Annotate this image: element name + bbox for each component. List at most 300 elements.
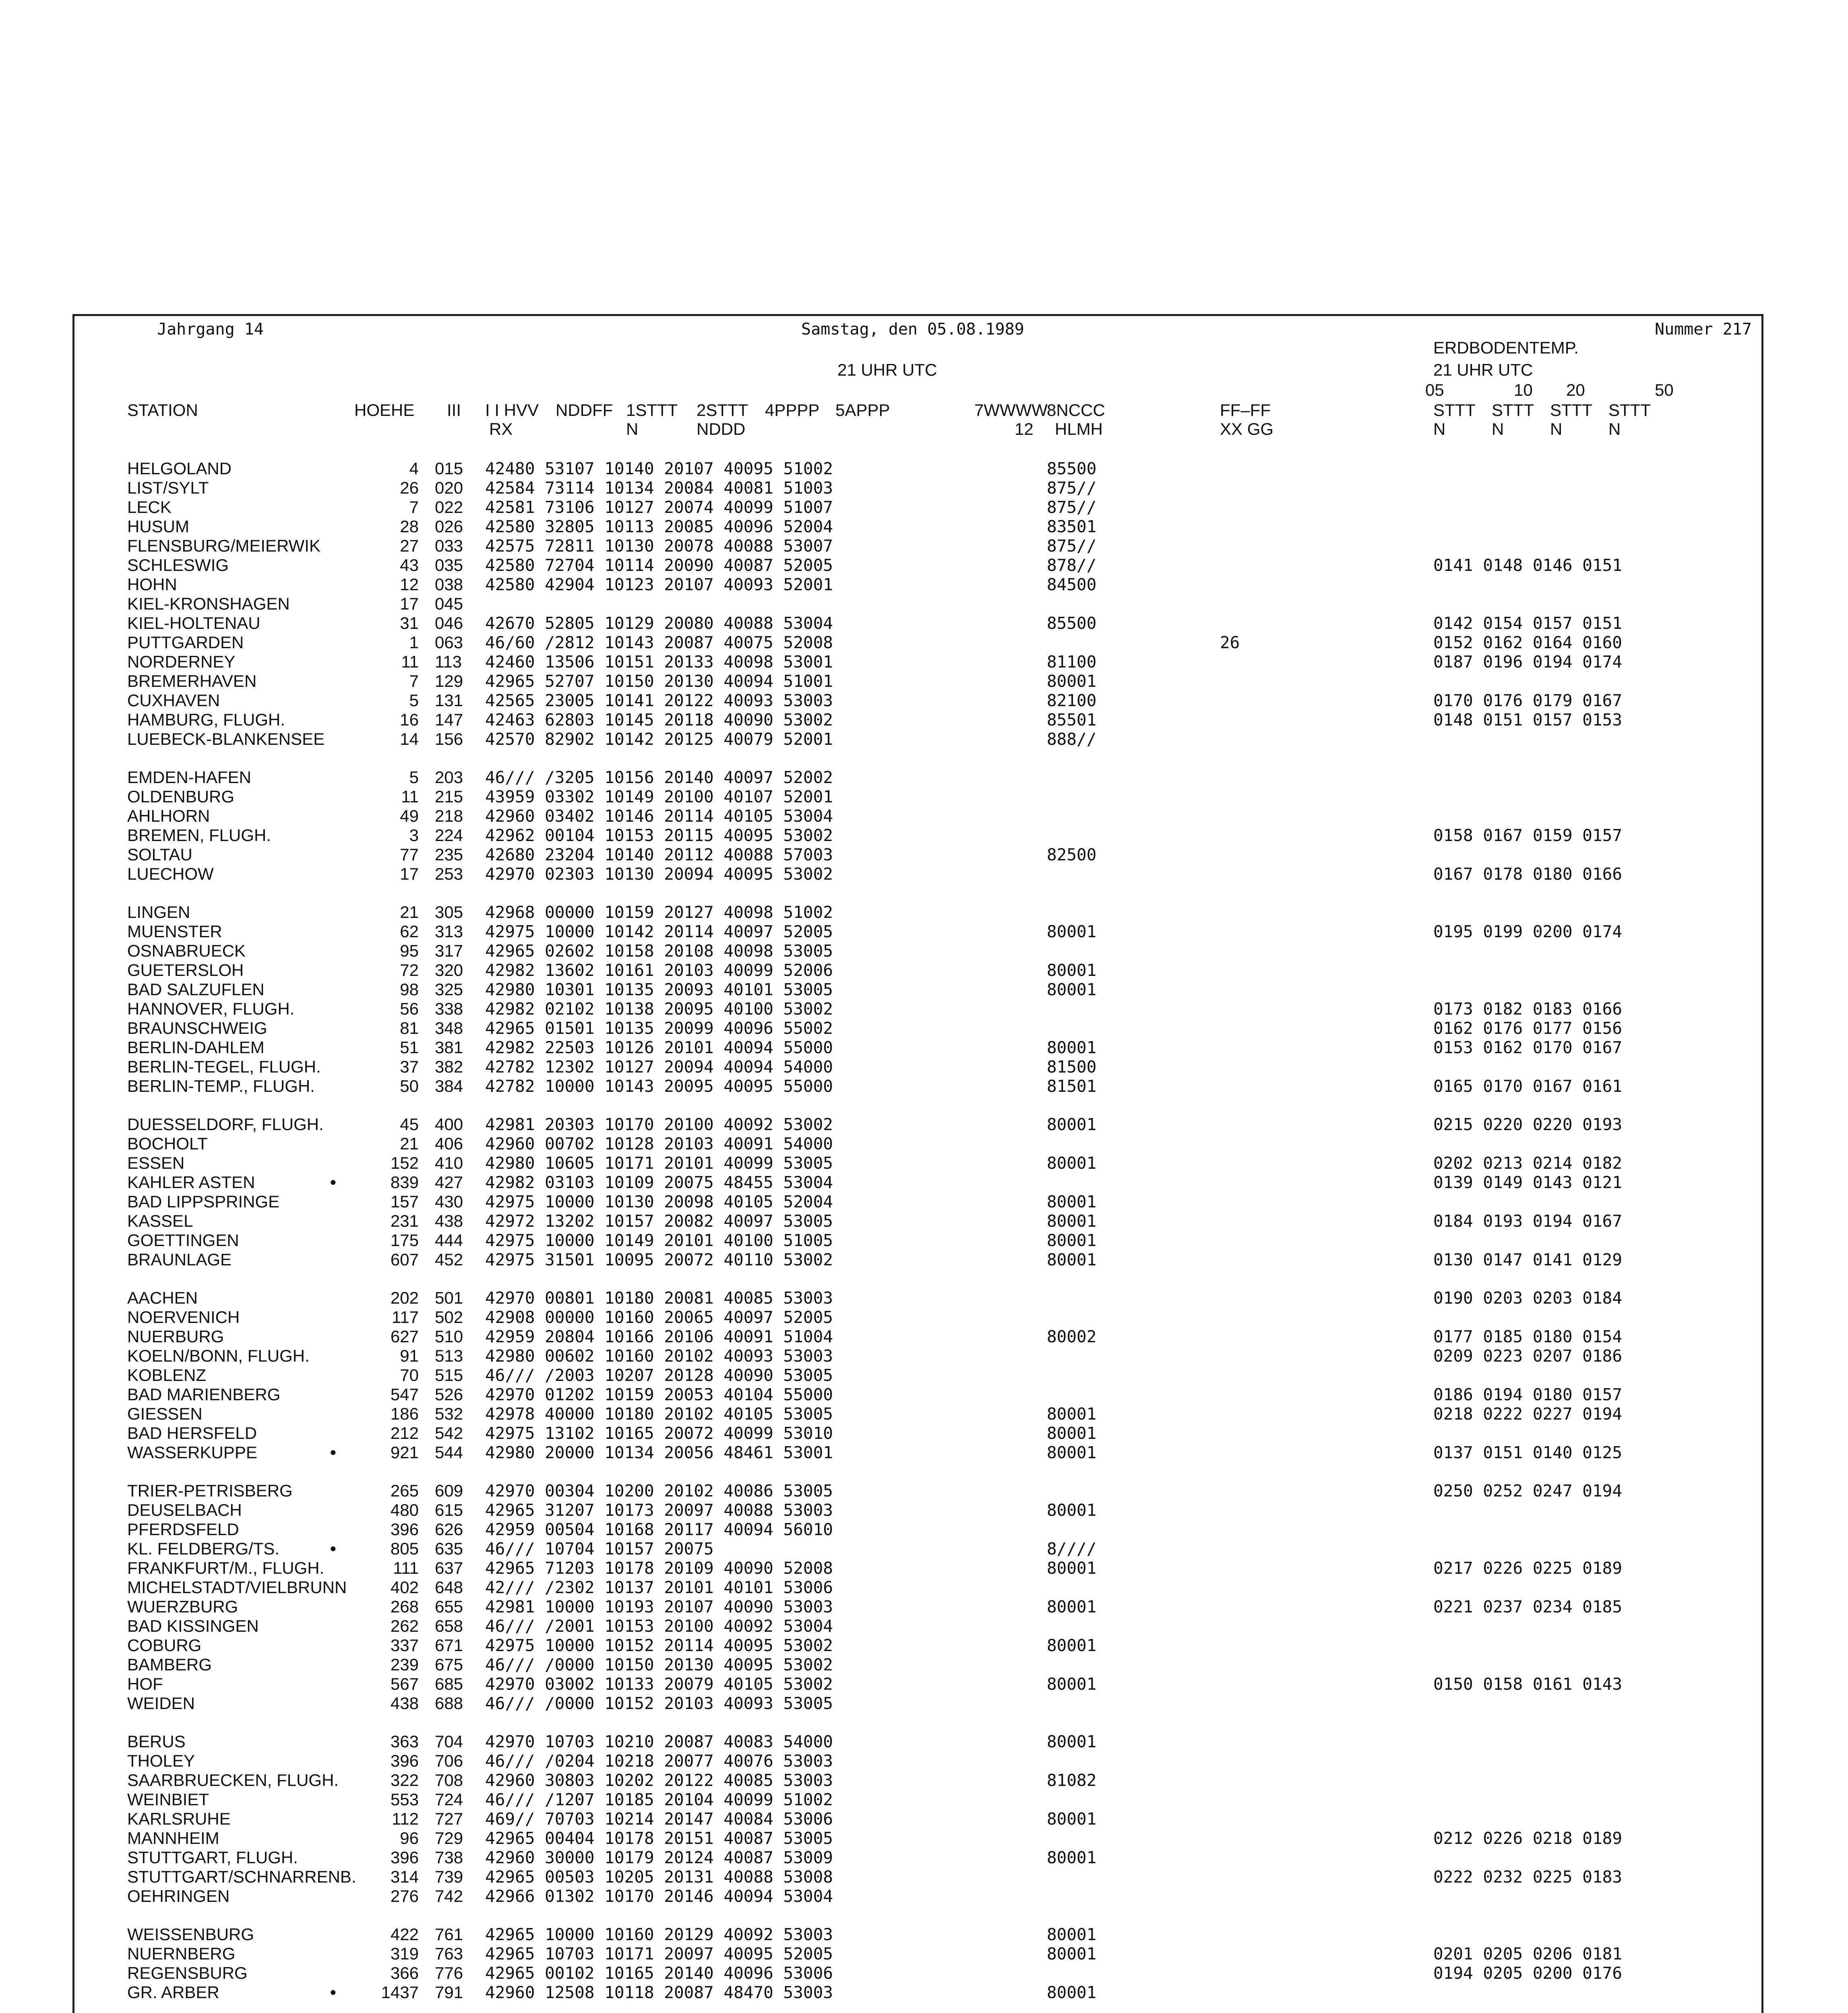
station-id: 400 — [435, 1115, 463, 1134]
synop-groups: 42965 71203 10178 20109 40090 52008 — [485, 1558, 833, 1578]
station-name: BERUS — [127, 1732, 186, 1751]
station-id: 544 — [435, 1443, 463, 1462]
station-id: 046 — [435, 614, 463, 632]
soil-20-subheader: N — [1550, 420, 1563, 438]
station-id: 648 — [435, 1578, 463, 1597]
station-id: 444 — [435, 1231, 463, 1250]
synop-groups: 42968 00000 10159 20127 40098 51002 — [485, 903, 833, 922]
table-row — [0, 575, 1812, 594]
table-row — [0, 730, 1812, 749]
station-height: 77 — [400, 845, 419, 864]
station-name: LUECHOW — [127, 864, 214, 883]
soil-temperatures: 0201 0205 0206 0181 — [1433, 1944, 1622, 1963]
station-name: AACHEN — [127, 1288, 198, 1307]
table-row — [0, 806, 1812, 826]
station-id: 224 — [435, 826, 463, 845]
cloud-group: 80001 — [1047, 980, 1097, 999]
station-height: 438 — [390, 1694, 419, 1713]
station-id: 305 — [435, 903, 463, 922]
station-height: 26 — [400, 478, 419, 497]
station-height: 1437 — [381, 1983, 419, 2002]
station-height: 7 — [409, 672, 419, 690]
station-id: 742 — [435, 1887, 463, 1906]
station-height: 319 — [390, 1944, 419, 1963]
cloud-group: 80001 — [1047, 1443, 1097, 1462]
cloud-group-header: 8NCCC — [1047, 401, 1105, 420]
station-name: WEINBIET — [127, 1790, 209, 1809]
station-height: 265 — [390, 1481, 419, 1500]
station-id: 609 — [435, 1481, 463, 1500]
station-id-column-header: III — [447, 401, 461, 420]
soil-temperatures: 0212 0226 0218 0189 — [1433, 1829, 1622, 1848]
station-height: 152 — [390, 1153, 419, 1172]
synop-groups: 42965 10703 10171 20097 40095 52005 — [485, 1944, 833, 1963]
station-id: 655 — [435, 1597, 463, 1616]
station-id: 704 — [435, 1732, 463, 1751]
main-time-label: 21 UHR UTC — [837, 360, 937, 379]
station-height: 11 — [401, 787, 419, 806]
table-row — [0, 826, 1812, 845]
station-height: 14 — [400, 730, 419, 748]
station-id: 542 — [435, 1424, 463, 1443]
table-row — [0, 1944, 1812, 1963]
table-row — [0, 1694, 1812, 1713]
table-row — [0, 1983, 1812, 2002]
table-row — [0, 1481, 1812, 1500]
group-6-header: 5APPP — [835, 401, 890, 420]
station-name: WUERZBURG — [127, 1597, 238, 1616]
station-height: 322 — [390, 1771, 419, 1790]
table-row — [0, 1385, 1812, 1404]
soil-temperatures: 0218 0222 0227 0194 — [1433, 1404, 1622, 1424]
station-id: 317 — [435, 941, 463, 960]
group-4-subheader: NDDD — [697, 420, 746, 438]
station-id: 156 — [435, 730, 463, 748]
synop-groups: 42982 03103 10109 20075 48455 53004 — [485, 1173, 833, 1192]
cloud-group: 8//// — [1047, 1539, 1097, 1558]
table-row — [0, 1616, 1812, 1636]
station-id: 724 — [435, 1790, 463, 1809]
table-row — [0, 1539, 1812, 1558]
station-name: TRIER-PETRISBERG — [127, 1481, 293, 1500]
station-id: 218 — [435, 806, 463, 825]
station-id: 325 — [435, 980, 463, 999]
station-height: 422 — [390, 1925, 419, 1944]
soil-temperatures: 0215 0220 0220 0193 — [1433, 1115, 1622, 1134]
table-row — [0, 980, 1812, 999]
station-name: STUTTGART/SCHNARRENB. — [127, 1867, 356, 1886]
depth-10-header: 10 — [1514, 380, 1533, 399]
synop-groups: 42570 82902 10142 20125 40079 52001 — [485, 730, 833, 749]
table-row — [0, 1674, 1812, 1694]
station-height: 202 — [390, 1288, 419, 1307]
synop-groups: 43959 03302 10149 20100 40107 52001 — [485, 787, 833, 806]
station-id: 532 — [435, 1404, 463, 1423]
station-id: 738 — [435, 1848, 463, 1867]
station-id: 635 — [435, 1539, 463, 1558]
synop-groups: 42981 20303 10170 20100 40092 53002 — [485, 1115, 833, 1134]
station-name: GUETERSLOH — [127, 961, 244, 980]
station-id: 410 — [435, 1153, 463, 1172]
station-id: 502 — [435, 1308, 463, 1327]
cloud-group: 80001 — [1047, 1925, 1097, 1944]
station-height: 276 — [390, 1887, 419, 1906]
station-height: 396 — [390, 1520, 419, 1539]
synop-groups: 42575 72811 10130 20078 40088 53007 — [485, 536, 833, 556]
soil-temperatures: 0165 0170 0167 0161 — [1433, 1077, 1622, 1096]
table-row — [0, 1153, 1812, 1173]
soil-temperatures: 0141 0148 0146 0151 — [1433, 556, 1622, 575]
station-id: 113 — [435, 652, 462, 671]
station-id: 045 — [435, 594, 463, 613]
synop-groups: 42975 10000 10152 20114 40095 53002 — [485, 1636, 833, 1655]
soil-temperatures: 0152 0162 0164 0160 — [1433, 633, 1622, 652]
station-id: 384 — [435, 1077, 463, 1095]
table-row — [0, 1848, 1812, 1867]
weather-group-subheader: 12 — [1015, 420, 1034, 438]
soil-temperatures: 0187 0196 0194 0174 — [1433, 652, 1622, 672]
synop-groups: 42975 10000 10130 20098 40105 52004 — [485, 1192, 833, 1211]
cloud-group: 82100 — [1047, 691, 1097, 710]
table-row — [0, 1887, 1812, 1906]
synop-groups: 42982 22503 10126 20101 40094 55000 — [485, 1038, 833, 1057]
station-id: 026 — [435, 517, 463, 536]
synop-groups: 42981 10000 10193 20107 40090 53003 — [485, 1597, 833, 1616]
station-name: MANNHEIM — [127, 1829, 219, 1848]
table-row — [0, 1366, 1812, 1385]
station-height: 49 — [400, 806, 419, 825]
station-name: GOETTINGEN — [127, 1231, 239, 1250]
synop-groups: 42565 23005 10141 20122 40093 53003 — [485, 691, 833, 710]
synop-groups: 42972 13202 10157 20082 40097 53005 — [485, 1211, 833, 1231]
cloud-group: 80001 — [1047, 961, 1097, 980]
table-row — [0, 556, 1812, 575]
station-height: 62 — [400, 922, 419, 941]
synop-groups: 42966 01302 10170 20146 40094 53004 — [485, 1887, 833, 1906]
station-name: NORDERNEY — [127, 652, 236, 671]
station-height: 37 — [400, 1057, 419, 1076]
table-row — [0, 1211, 1812, 1231]
station-id: 501 — [435, 1288, 463, 1307]
cloud-group: 85500 — [1047, 614, 1097, 633]
station-height: 396 — [390, 1848, 419, 1867]
table-row — [0, 478, 1812, 498]
table-row — [0, 999, 1812, 1019]
synop-groups: 42975 10000 10149 20101 40100 51005 — [485, 1231, 833, 1250]
synop-groups: 42960 00702 10128 20103 40091 54000 — [485, 1134, 833, 1153]
synop-groups: 42965 02602 10158 20108 40098 53005 — [485, 941, 833, 961]
station-height: 607 — [390, 1250, 419, 1269]
synop-groups: 42960 30803 10202 20122 40085 53003 — [485, 1771, 833, 1790]
synop-groups: 42782 10000 10143 20095 40095 55000 — [485, 1077, 833, 1096]
synop-groups: 46/// 10704 10157 20075 — [485, 1539, 714, 1558]
station-id: 515 — [435, 1366, 463, 1385]
table-row — [0, 1173, 1812, 1192]
synop-groups: 42980 20000 10134 20056 48461 53001 — [485, 1443, 833, 1462]
cloud-group: 80001 — [1047, 1500, 1097, 1520]
station-height: 117 — [392, 1308, 419, 1327]
station-height: 27 — [400, 536, 419, 555]
station-name: LECK — [127, 498, 172, 517]
table-row — [0, 1732, 1812, 1751]
station-name: KARLSRUHE — [127, 1809, 231, 1828]
cloud-group: 80001 — [1047, 1404, 1097, 1424]
station-id: 526 — [435, 1385, 463, 1404]
synop-groups: 469// 70703 10214 20147 40084 53006 — [485, 1809, 833, 1829]
station-id: 203 — [435, 768, 463, 787]
table-row — [0, 1597, 1812, 1616]
synop-groups: 42959 00504 10168 20117 40094 56010 — [485, 1520, 833, 1539]
station-name: SAARBRUECKEN, FLUGH. — [127, 1771, 339, 1790]
table-row — [0, 1115, 1812, 1134]
station-name: PFERDSFELD — [127, 1520, 239, 1539]
mountain-station-marker: • — [330, 1443, 336, 1462]
station-name: LUEBECK-BLANKENSEE — [127, 730, 325, 748]
station-name: SOLTAU — [127, 845, 192, 864]
table-row — [0, 1346, 1812, 1366]
table-row — [0, 845, 1812, 864]
soil-temperatures: 0158 0167 0159 0157 — [1433, 826, 1622, 845]
table-row — [0, 1077, 1812, 1096]
soil-temperatures: 0194 0205 0200 0176 — [1433, 1963, 1622, 1983]
station-height: 96 — [400, 1829, 419, 1848]
station-name: OLDENBURG — [127, 787, 235, 806]
station-height: 396 — [390, 1751, 419, 1770]
cloud-group: 83501 — [1047, 517, 1097, 536]
station-height: 212 — [390, 1424, 419, 1443]
synop-groups: 42480 53107 10140 20107 40095 51002 — [485, 459, 833, 478]
table-row — [0, 1327, 1812, 1346]
cloud-group: 875// — [1047, 478, 1097, 498]
soil-time-label: 21 UHR UTC — [1433, 360, 1533, 379]
depth-50-header: 50 — [1655, 380, 1674, 399]
station-name: BAD LIPPSPRINGE — [127, 1192, 280, 1211]
station-height: 186 — [390, 1404, 419, 1423]
synop-groups: 42463 62803 10145 20118 40090 53002 — [485, 710, 833, 730]
cloud-group: 80002 — [1047, 1327, 1097, 1346]
cloud-group: 85501 — [1047, 710, 1097, 730]
station-name: HANNOVER, FLUGH. — [127, 999, 295, 1018]
station-height: 70 — [400, 1366, 419, 1385]
station-id: 035 — [435, 556, 463, 575]
cloud-group: 80001 — [1047, 1115, 1097, 1134]
station-id: 658 — [435, 1616, 463, 1635]
synop-groups: 42980 00602 10160 20102 40093 53003 — [485, 1346, 833, 1366]
station-name: GIESSEN — [127, 1404, 203, 1423]
station-height: 4 — [409, 459, 419, 478]
synop-groups: 42965 52707 10150 20130 40094 51001 — [485, 672, 833, 691]
table-row — [0, 768, 1812, 787]
station-height: 314 — [390, 1867, 419, 1886]
station-id: 729 — [435, 1829, 463, 1848]
station-name: BRAUNSCHWEIG — [127, 1019, 267, 1038]
table-row — [0, 1424, 1812, 1443]
soil-50-subheader: N — [1608, 420, 1621, 438]
synop-groups: 42680 23204 10140 20112 40088 57003 — [485, 845, 833, 864]
cloud-group: 80001 — [1047, 1944, 1097, 1963]
report-date: Samstag, den 05.08.1989 — [801, 320, 1024, 339]
station-id: 063 — [435, 633, 463, 652]
synop-groups: 42782 12302 10127 20094 40094 54000 — [485, 1057, 833, 1077]
station-height: 31 — [400, 614, 419, 632]
soil-temperatures: 0150 0158 0161 0143 — [1433, 1674, 1622, 1694]
station-name: BAD HERSFELD — [127, 1424, 257, 1443]
table-row — [0, 1500, 1812, 1520]
station-height: 1 — [409, 633, 419, 652]
synop-groups: 42970 00304 10200 20102 40086 53005 — [485, 1481, 833, 1500]
cloud-group: 81082 — [1047, 1771, 1097, 1790]
station-height: 50 — [400, 1077, 419, 1095]
station-id: 406 — [435, 1134, 463, 1153]
station-name: OSNABRUECK — [127, 941, 246, 960]
synop-groups: 42460 13506 10151 20133 40098 53001 — [485, 652, 833, 672]
table-row — [0, 1404, 1812, 1424]
station-id: 020 — [435, 478, 463, 497]
depth-05-header: 05 — [1425, 380, 1444, 399]
table-row — [0, 787, 1812, 806]
station-id: 776 — [435, 1963, 463, 1982]
soil-temperatures: 0130 0147 0141 0129 — [1433, 1250, 1622, 1269]
station-height: 56 — [400, 999, 419, 1018]
station-name: DEUSELBACH — [127, 1500, 242, 1519]
mountain-station-marker: • — [330, 1539, 336, 1558]
station-height: 239 — [390, 1655, 419, 1674]
station-id: 739 — [435, 1867, 463, 1886]
synop-groups: 42980 10605 10171 20101 40099 53005 — [485, 1153, 833, 1173]
soil-temperatures: 0184 0193 0194 0167 — [1433, 1211, 1622, 1231]
cloud-group: 875// — [1047, 536, 1097, 556]
station-name: BREMERHAVEN — [127, 672, 257, 690]
station-id: 761 — [435, 1925, 463, 1944]
table-row — [0, 459, 1812, 478]
station-height: 839 — [390, 1173, 419, 1192]
synop-groups: 42908 00000 10160 20065 40097 52005 — [485, 1308, 833, 1327]
synop-groups: 42980 10301 10135 20093 40101 53005 — [485, 980, 833, 999]
station-name: KOELN/BONN, FLUGH. — [127, 1346, 310, 1365]
station-name: KL. FELDBERG/TS. — [127, 1539, 280, 1558]
cloud-group: 81500 — [1047, 1057, 1097, 1077]
synop-groups: 42982 02102 10138 20095 40100 53002 — [485, 999, 833, 1019]
station-id: 452 — [435, 1250, 463, 1269]
station-name: BERLIN-DAHLEM — [127, 1038, 265, 1057]
cloud-group: 80001 — [1047, 1558, 1097, 1578]
issue-number: Nummer 217 — [1655, 320, 1752, 339]
station-id: 513 — [435, 1346, 463, 1365]
soil-temperatures: 0250 0252 0247 0194 — [1433, 1481, 1622, 1500]
table-row — [0, 1192, 1812, 1211]
synop-groups: 42970 01202 10159 20053 40104 55000 — [485, 1385, 833, 1404]
station-height: 480 — [390, 1500, 419, 1519]
station-name: FLENSBURG/MEIERWIK — [127, 536, 320, 555]
synop-groups: 42965 10000 10160 20129 40092 53003 — [485, 1925, 833, 1944]
table-row — [0, 1578, 1812, 1597]
station-id: 022 — [435, 498, 463, 517]
station-height: 567 — [390, 1674, 419, 1693]
table-row — [0, 864, 1812, 884]
synop-groups: 42960 30000 10179 20124 40087 53009 — [485, 1848, 833, 1867]
station-name: HAMBURG, FLUGH. — [127, 710, 285, 729]
soil-10-subheader: N — [1492, 420, 1504, 438]
station-name: BAD MARIENBERG — [127, 1385, 281, 1404]
station-height: 51 — [400, 1038, 419, 1057]
station-height: 111 — [393, 1558, 419, 1577]
cloud-group: 80001 — [1047, 1038, 1097, 1057]
cloud-group: 80001 — [1047, 1732, 1097, 1751]
station-name: MICHELSTADT/VIELBRUNN — [127, 1578, 347, 1597]
synop-groups: 42580 42904 10123 20107 40093 52001 — [485, 575, 833, 594]
synop-groups: 46/// /0000 10150 20130 40095 53002 — [485, 1655, 833, 1674]
synop-groups: 42970 00801 10180 20081 40085 53003 — [485, 1288, 833, 1308]
table-row — [0, 1925, 1812, 1944]
station-height: 553 — [390, 1790, 419, 1809]
synop-groups: 42965 00503 10205 20131 40088 53008 — [485, 1867, 833, 1887]
synop-groups: 46/// /1207 10185 20104 40099 51002 — [485, 1790, 833, 1809]
synop-groups: 42584 73114 10134 20084 40081 51003 — [485, 478, 833, 498]
cloud-group: 878// — [1047, 556, 1097, 575]
table-row — [0, 1558, 1812, 1578]
station-name: HUSUM — [127, 517, 189, 536]
synop-groups: 42975 31501 10095 20072 40110 53002 — [485, 1250, 833, 1269]
soil-temperatures: 0222 0232 0225 0183 — [1433, 1867, 1622, 1887]
station-name: HELGOLAND — [127, 459, 232, 478]
cloud-group: 80001 — [1047, 922, 1097, 941]
soil-10-header: STTT — [1492, 401, 1534, 420]
station-height: 337 — [390, 1636, 419, 1655]
station-id: 147 — [435, 710, 463, 729]
soil-temperatures: 0221 0237 0234 0185 — [1433, 1597, 1622, 1616]
soil-temperatures: 0186 0194 0180 0157 — [1433, 1385, 1622, 1404]
mountain-station-marker: • — [330, 1983, 336, 2002]
station-id: 688 — [435, 1694, 463, 1713]
station-name: EMDEN-HAFEN — [127, 768, 252, 787]
soil-temperatures: 0202 0213 0214 0182 — [1433, 1153, 1622, 1173]
soil-20-header: STTT — [1550, 401, 1592, 420]
station-name: NUERNBERG — [127, 1944, 236, 1963]
synop-groups: 42965 00404 10178 20151 40087 53005 — [485, 1829, 833, 1848]
gust-group: 26 — [1220, 633, 1240, 652]
table-row — [0, 1636, 1812, 1655]
station-name: OEHRINGEN — [127, 1887, 230, 1906]
station-height: 547 — [390, 1385, 419, 1404]
station-height: 81 — [400, 1019, 419, 1038]
station-name: DUESSELDORF, FLUGH. — [127, 1115, 324, 1134]
cloud-group: 80001 — [1047, 1848, 1097, 1867]
cloud-group: 84500 — [1047, 575, 1097, 594]
table-row — [0, 903, 1812, 922]
station-height: 98 — [400, 980, 419, 999]
synop-groups: 42970 02303 10130 20094 40095 53002 — [485, 864, 833, 884]
cloud-group: 80001 — [1047, 1192, 1097, 1211]
station-height: 43 — [400, 556, 419, 575]
station-name: BAD KISSINGEN — [127, 1616, 259, 1635]
station-id: 637 — [435, 1558, 463, 1577]
station-height: 5 — [409, 691, 419, 710]
table-row — [0, 672, 1812, 691]
station-id: 038 — [435, 575, 463, 594]
depth-20-header: 20 — [1566, 380, 1585, 399]
gust-group-subheader: XX GG — [1220, 420, 1274, 438]
station-id: 382 — [435, 1057, 463, 1076]
station-height: 28 — [400, 517, 419, 536]
volume-label: Jahrgang 14 — [157, 320, 264, 339]
station-name: LINGEN — [127, 903, 190, 922]
cloud-group: 80001 — [1047, 1250, 1097, 1269]
table-row — [0, 1771, 1812, 1790]
table-row — [0, 710, 1812, 730]
station-height: 402 — [390, 1578, 419, 1597]
table-row — [0, 1809, 1812, 1829]
soil-temperatures: 0137 0151 0140 0125 — [1433, 1443, 1622, 1462]
